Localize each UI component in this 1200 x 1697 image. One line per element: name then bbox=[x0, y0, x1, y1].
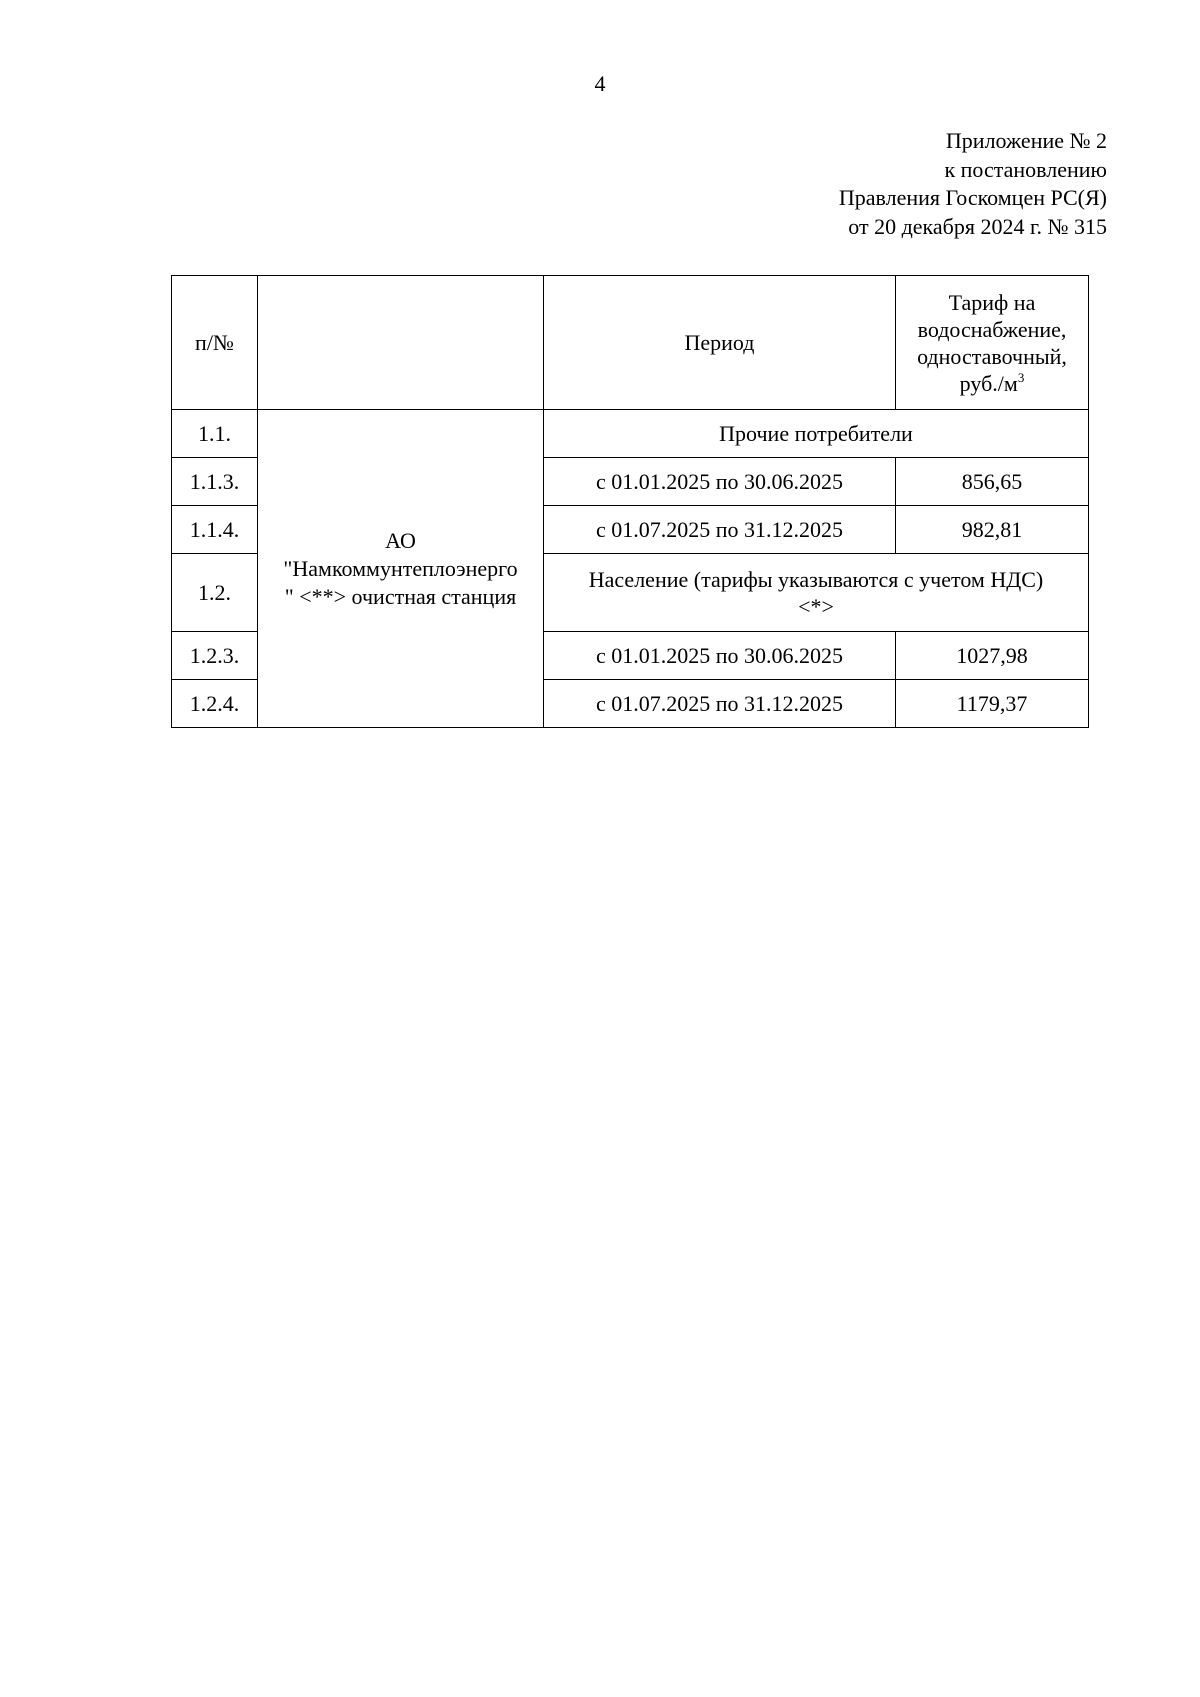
row-num: 1.2.4. bbox=[172, 680, 258, 728]
row-period: с 01.01.2025 по 30.06.2025 bbox=[544, 458, 896, 506]
row-num: 1.1. bbox=[172, 410, 258, 458]
row-tariff: 982,81 bbox=[896, 506, 1089, 554]
appendix-line: Правления Госкомцен РС(Я) bbox=[838, 185, 1107, 210]
row-num: 1.1.4. bbox=[172, 506, 258, 554]
row-tariff: 1027,98 bbox=[896, 632, 1089, 680]
group-heading-line: <*> bbox=[798, 593, 834, 619]
table-header-row bbox=[172, 276, 1089, 410]
header-tariff-unit-sup: 3 bbox=[1017, 369, 1025, 385]
header-num: п/№ bbox=[172, 276, 258, 410]
group-heading bbox=[544, 554, 1089, 632]
row-period: с 01.07.2025 по 31.12.2025 bbox=[544, 680, 896, 728]
organization-line: "Намкоммунтеплоэнерго bbox=[283, 555, 518, 581]
header-tariff-unit-text: руб./м bbox=[959, 370, 1018, 396]
organization-line: АО bbox=[385, 527, 416, 553]
header-tariff-line: водоснабжение, bbox=[917, 316, 1067, 342]
appendix-line: от 20 декабря 2024 г. № 315 bbox=[848, 213, 1107, 239]
row-period: с 01.07.2025 по 31.12.2025 bbox=[544, 506, 896, 554]
tariff-table bbox=[171, 275, 1089, 728]
group-heading: Прочие потребители bbox=[544, 410, 1089, 458]
table-row bbox=[172, 410, 1089, 458]
organization-line: " <**> очистная станция bbox=[284, 583, 517, 609]
header-tariff-line: Тариф на bbox=[948, 289, 1036, 315]
header-organization bbox=[258, 276, 544, 410]
row-period: с 01.01.2025 по 30.06.2025 bbox=[544, 632, 896, 680]
appendix-reference bbox=[607, 127, 1107, 241]
header-tariff bbox=[896, 276, 1089, 410]
row-num: 1.1.3. bbox=[172, 458, 258, 506]
page-number: 4 bbox=[594, 71, 606, 96]
group-heading-line: Население (тарифы указываются с учетом НДС) bbox=[588, 566, 1044, 592]
appendix-line: Приложение № 2 bbox=[945, 128, 1107, 153]
appendix-line: к постановлению bbox=[944, 156, 1107, 182]
row-tariff: 1179,37 bbox=[896, 680, 1089, 728]
header-period: Период bbox=[544, 276, 896, 410]
row-num: 1.2. bbox=[172, 554, 258, 632]
header-tariff-line: одноставочный, bbox=[917, 343, 1067, 369]
organization-cell bbox=[258, 410, 544, 728]
row-num: 1.2.3. bbox=[172, 632, 258, 680]
header-tariff-unit bbox=[902, 370, 1082, 397]
row-tariff: 856,65 bbox=[896, 458, 1089, 506]
